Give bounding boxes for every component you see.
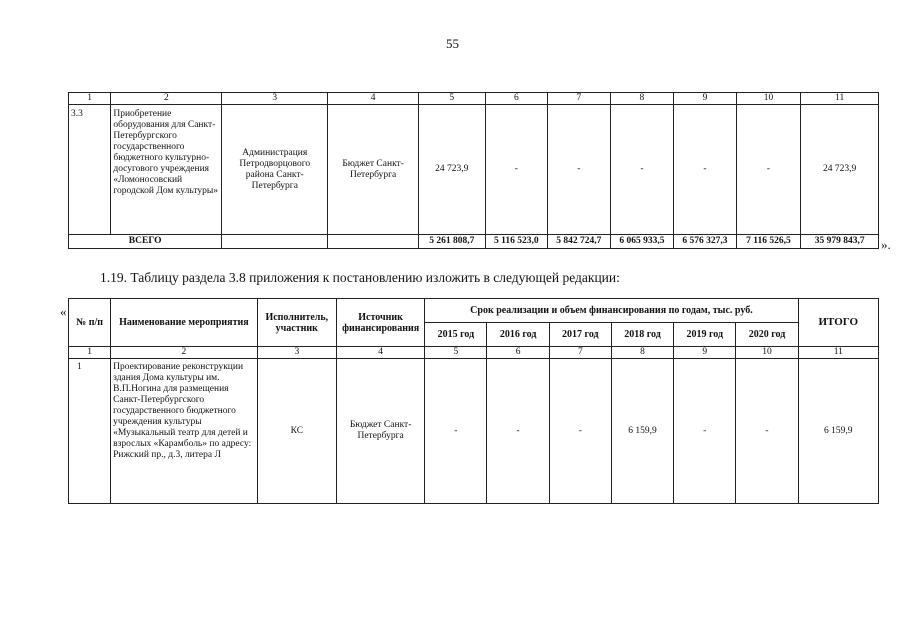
value-2016: -: [485, 105, 548, 235]
column-index: 4: [336, 347, 424, 359]
year-header: 2019 год: [674, 323, 736, 347]
row-number: 1: [69, 359, 111, 504]
col-name-header: Наименование мероприятия: [111, 299, 258, 347]
column-index: 3: [222, 93, 328, 105]
funding-source: Бюджет Санкт-Петербурга: [336, 359, 424, 504]
column-index: 1: [69, 93, 111, 105]
funding-source: Бюджет Санкт-Петербурга: [328, 105, 419, 235]
column-index: 2: [111, 93, 222, 105]
column-index: 1: [69, 347, 111, 359]
value-2020: -: [736, 105, 801, 235]
column-index: 4: [328, 93, 419, 105]
total-all: 35 979 843,7: [801, 235, 879, 249]
value-2020: -: [736, 359, 798, 504]
col-num-header: № п/п: [69, 299, 111, 347]
column-index: 3: [257, 347, 336, 359]
year-header: 2017 год: [549, 323, 611, 347]
col-source-header: Источник финансирования: [336, 299, 424, 347]
col-executor-header: Исполнитель, участник: [257, 299, 336, 347]
table-row: [69, 359, 879, 504]
column-index: 11: [798, 347, 878, 359]
col-total-header: ИТОГО: [798, 299, 878, 347]
value-2017: -: [549, 359, 611, 504]
col-period-header: Срок реализации и объем финансирования по годам, тыс. руб.: [425, 299, 798, 323]
executor: КС: [257, 359, 336, 504]
total-label: ВСЕГО: [69, 235, 222, 249]
total-2019: 6 576 327,3: [674, 235, 737, 249]
column-index: 2: [111, 347, 258, 359]
value-2017: -: [548, 105, 611, 235]
year-header: 2020 год: [736, 323, 798, 347]
value-2016: -: [487, 359, 549, 504]
total-2018: 6 065 933,5: [610, 235, 674, 249]
year-header: 2015 год: [425, 323, 487, 347]
total-2017: 5 842 724,7: [548, 235, 611, 249]
column-index-row: [69, 347, 879, 359]
header-row: [69, 299, 879, 323]
column-index: 10: [736, 93, 801, 105]
value-2019: -: [674, 105, 737, 235]
value-2018: -: [610, 105, 674, 235]
value-2018: 6 159,9: [611, 359, 673, 504]
column-index: 7: [549, 347, 611, 359]
column-index: 11: [801, 93, 879, 105]
value-2015: -: [425, 359, 487, 504]
row-number: 3.3: [69, 105, 111, 235]
column-index: 5: [419, 93, 486, 105]
page-number: 55: [446, 36, 459, 51]
column-index-row: [69, 93, 879, 105]
opening-quote: «: [60, 304, 67, 319]
year-header: 2016 год: [487, 323, 549, 347]
column-index: 10: [736, 347, 798, 359]
activity-name: Приобретение оборудования для Санкт-Петербургского государственного бюджетного культурно-досугового учреждения «Ломоносовский городской Дом культуры»: [111, 105, 222, 235]
amendment-paragraph: 1.19. Таблицу раздела 3.8 приложения к постановлению изложить в следующей редакции:: [100, 270, 620, 285]
column-index: 6: [487, 347, 549, 359]
column-index: 8: [610, 93, 674, 105]
value-total: 6 159,9: [798, 359, 878, 504]
value-2019: -: [674, 359, 736, 504]
section-3-8-table: [68, 298, 879, 504]
program-table-continuation: [68, 92, 879, 249]
column-index: 8: [611, 347, 673, 359]
column-index: 9: [674, 93, 737, 105]
year-header: 2018 год: [611, 323, 673, 347]
closing-quote: ».: [881, 237, 891, 252]
total-2020: 7 116 526,5: [736, 235, 801, 249]
total-2016: 5 116 523,0: [485, 235, 548, 249]
total-2015: 5 261 808,7: [419, 235, 486, 249]
executor: Администрация Петродворцового района Санкт-Петербурга: [222, 105, 328, 235]
value-total: 24 723,9: [801, 105, 879, 235]
activity-name: Проектирование реконструкции здания Дома культуры им. В.П.Ногина для размещения Санкт-Петербургского государственного бюджетного учреждения культуры «Музыкальный театр для детей и взрослых «Карамболь» по адресу: Рижский пр., д.3, литера Л: [111, 359, 258, 504]
table-row: [69, 105, 879, 235]
total-row: [69, 235, 879, 249]
column-index: 9: [674, 347, 736, 359]
column-index: 6: [485, 93, 548, 105]
value-2015: 24 723,9: [419, 105, 486, 235]
column-index: 7: [548, 93, 611, 105]
column-index: 5: [425, 347, 487, 359]
